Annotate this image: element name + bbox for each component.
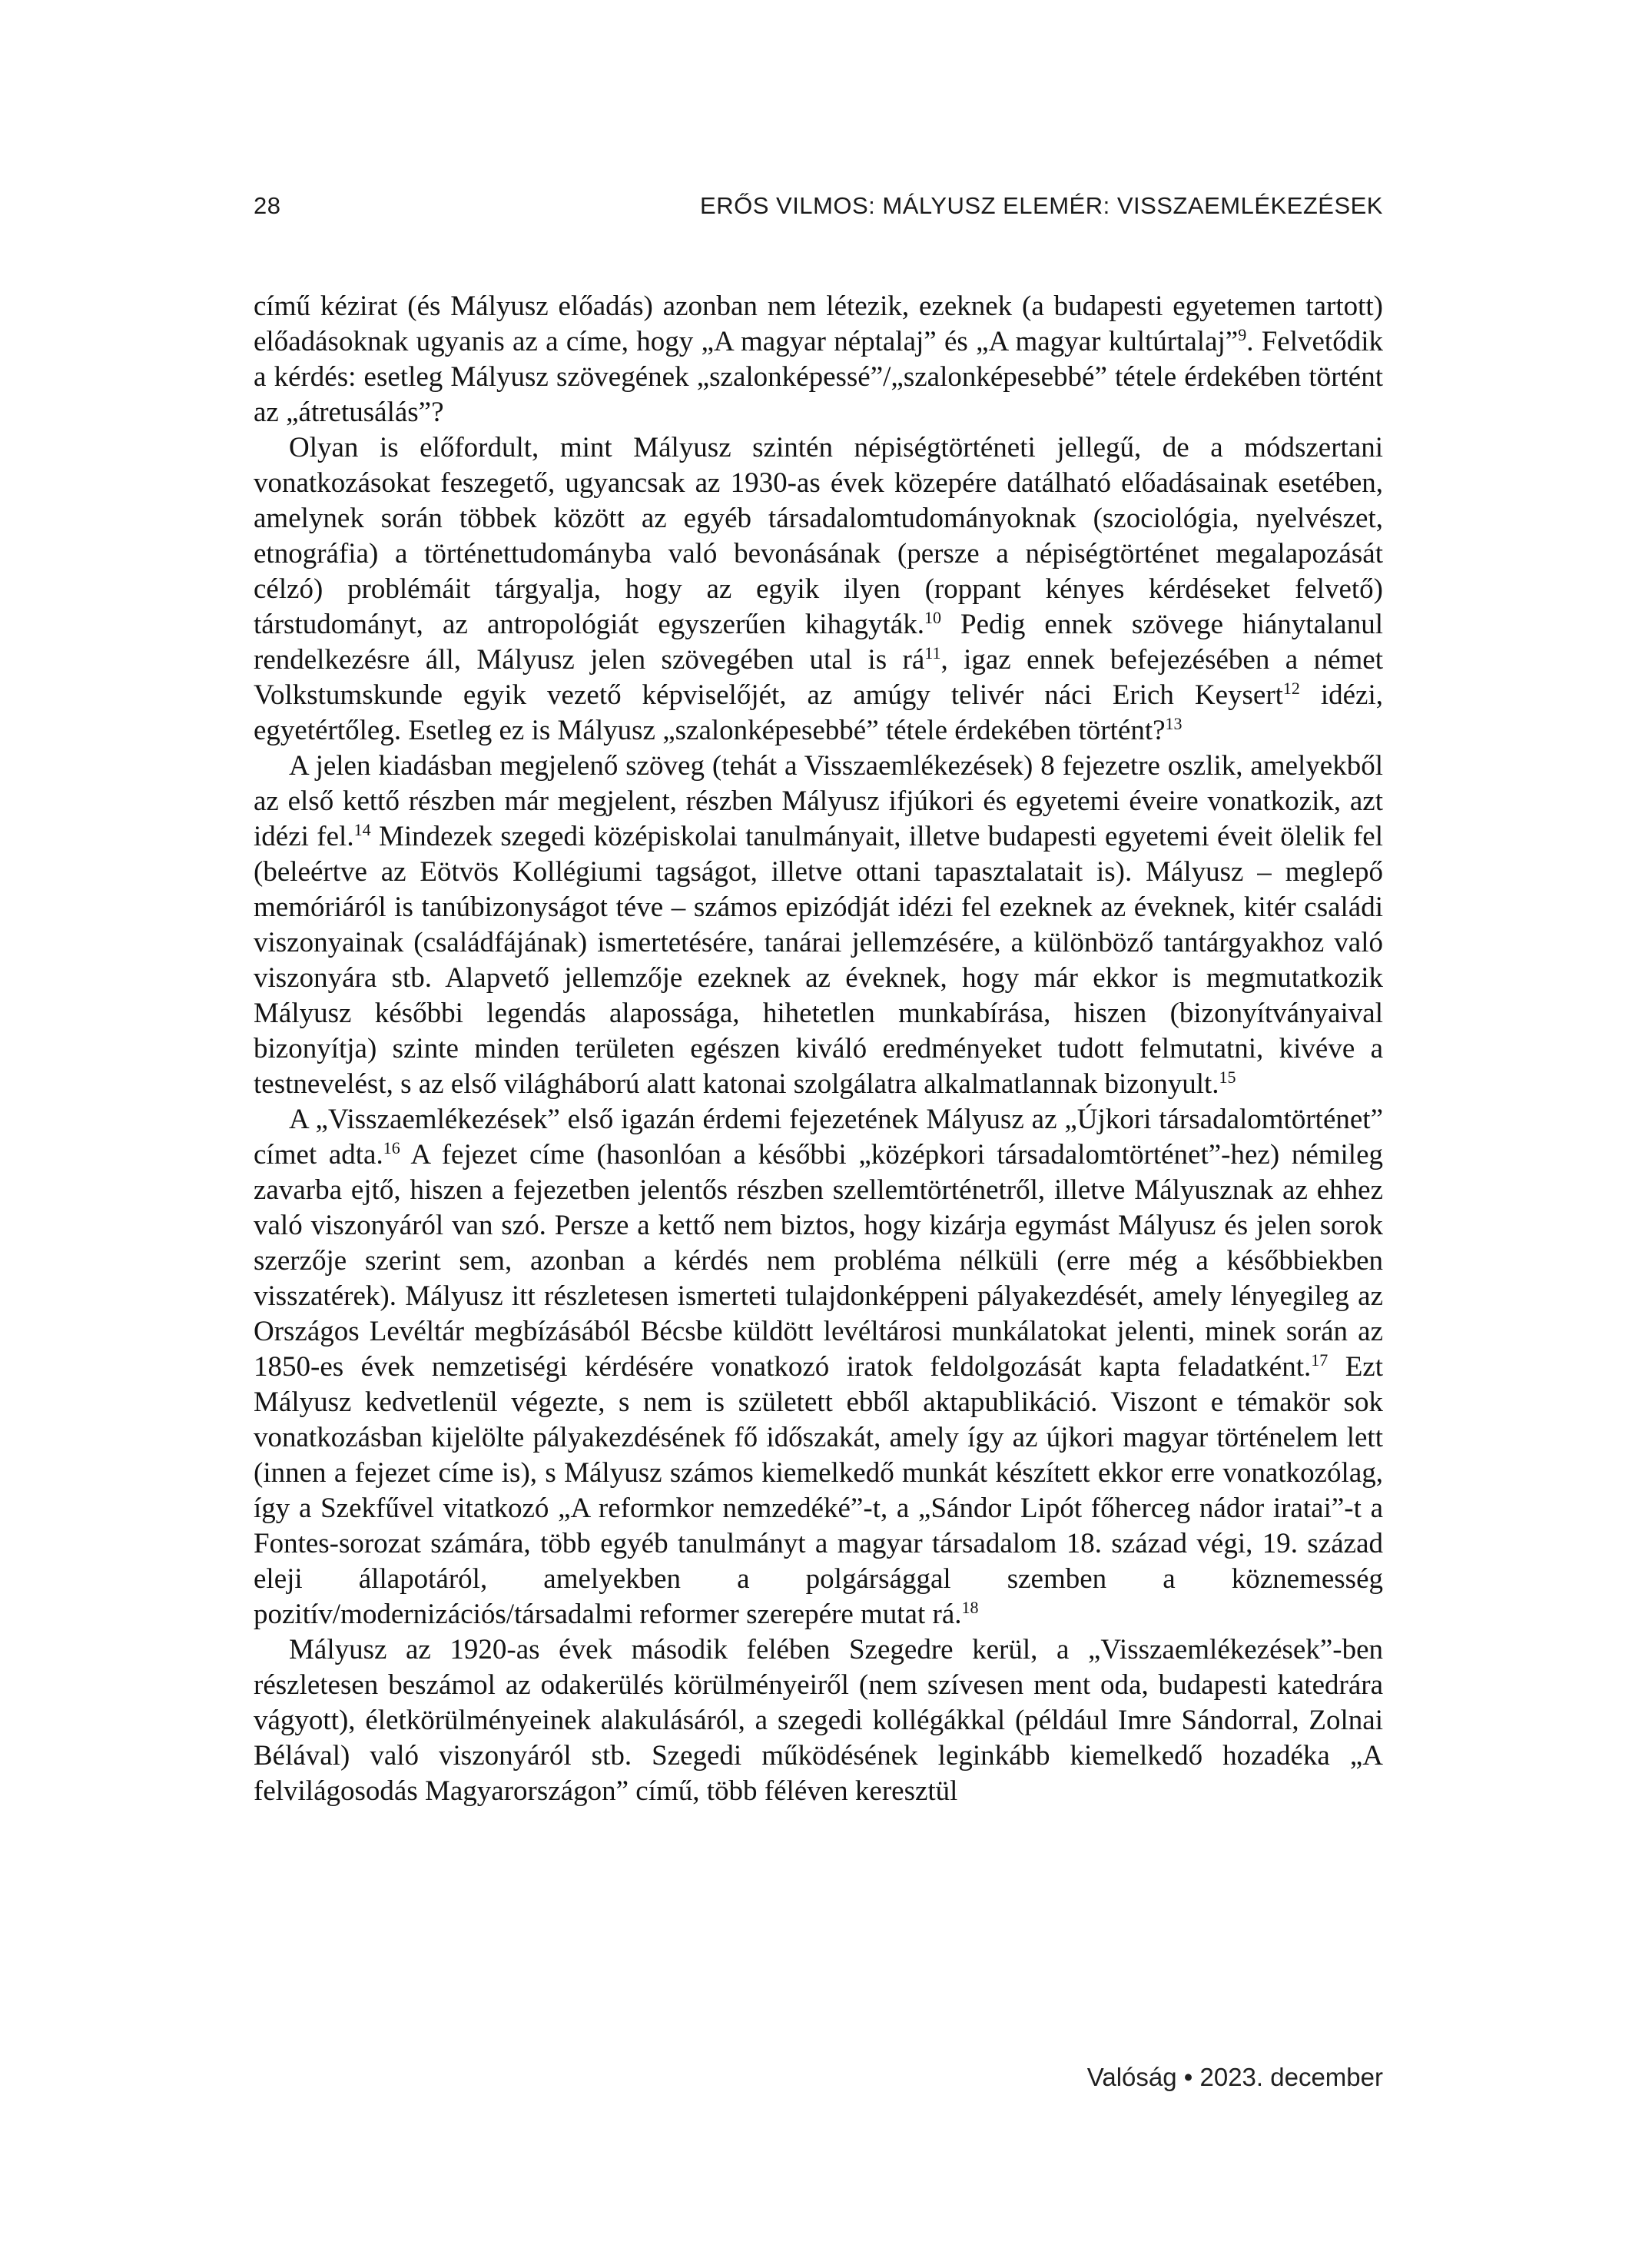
footnote-ref: 12 — [1282, 679, 1300, 698]
paragraph-text-segment: Mindezek szegedi középiskolai tanulmányait, illetve budapesti egyetemi éveit ölelik fel (beleértve az Eötvös Kollégiumi tagságot, illetve ottani tapasztalatait is). Mályusz – meglepő memóriáról is tanúbizonyságot téve – számos epizódját idézi fel ezeknek az éveknek, kitér családi viszonyainak (családfájának) ismertetésére, tanárai jellemzésére, a különböző tantárgyakhoz való viszonyára stb. Alapvető jellemzője ezeknek az éveknek, hogy már ekkor is megmutatkozik Mályusz későbbi legendás alapossága, hihetetlen munkabírása, hiszen (bizonyítványaival bizonyítja) szinte minden területen egészen kiváló eredményeket tudott felmutatni, kivéve a testnevelést, s az első világháború alatt katonai szolgálatra alkalmatlannak bizonyult. — [254, 821, 1383, 1100]
running-head: ERŐS VILMOS: MÁLYUSZ ELEMÉR: VISSZAEMLÉKEZÉSEK — [700, 192, 1383, 219]
footnote-ref: 16 — [383, 1138, 400, 1157]
page-header — [254, 192, 1383, 220]
paragraph-text-segment: Ezt Mályusz kedvetlenül végezte, s nem is született ebből aktapublikáció. Viszont e témakör sok vonatkozásban kijelölte pályakezdésének fő időszakát, amely így az újkori magyar történelem lett (innen a fejezet címe is), s Mályusz számos kiemelkedő munkát készített ekkor erre vonatkozólag, így a Szekfűvel vitatkozó „A reformkor nemzedéké”-t, a „Sándor Lipót főherceg nádor iratai”-t a Fontes-sorozat számára, több egyéb tanulmányt a magyar társadalom 18. század végi, 19. század eleji állapotáról, amelyekben a polgársággal szemben a köznemesség pozitív/modernizációs/társadalmi reformer szerepére mutat rá. — [254, 1351, 1383, 1630]
footnote-ref: 18 — [961, 1598, 979, 1617]
footnote-ref: 13 — [1165, 714, 1183, 733]
footnote-ref: 11 — [924, 643, 941, 662]
paragraph — [254, 1632, 1383, 1809]
page-number: 28 — [254, 192, 281, 219]
paragraph — [254, 289, 1383, 430]
paragraph-text-segment: Mályusz az 1920-as évek második felében Szegedre kerül, a „Visszaemlékezések”-ben részletesen beszámol az odakerülés körülményeiről (nem szívesen ment oda, budapesti katedrára vágyott), életkörülményeinek alakulásáról, a szegedi kollégákkal (például Imre Sándorral, Zolnai Bélával) való viszonyáról stb. Szegedi működésének leginkább kiemelkedő hozadéka „A felvilágosodás Magyarországon” című, több féléven keresztül — [254, 1634, 1383, 1807]
paragraph-text-segment: . Felvetődik a kérdés: esetleg Mályusz szövegének „szalonképessé”/„szalonképesebbé” tétele érdekében történt az „átretusálás”? — [254, 326, 1383, 428]
paragraph-text-segment: A „Visszaemlékezések” első igazán érdemi fejezetének Mályusz az „Újkori társadalomtörténet” címet adta. — [254, 1104, 1383, 1171]
body-text — [254, 289, 1383, 1809]
footnote-ref: 9 — [1238, 325, 1247, 344]
paragraph-text-segment: idézi, egyetértőleg. Esetleg ez is Mályusz „szalonképesebbé” tétele érdekében történt? — [254, 679, 1383, 746]
footnote-ref: 15 — [1219, 1068, 1236, 1087]
paragraph-text-segment: , igaz ennek befejezésében a német Volkstumskunde egyik vezető képviselőjét, az amúgy telivér náci Erich Keysert — [254, 644, 1383, 711]
paragraph-text-segment: Olyan is előfordult, mint Mályusz szintén népiségtörténeti jellegű, de a módszertani vonatkozásokat feszegető, ugyancsak az 1930-as évek közepére datálható előadásainak esetében, amelynek során többek között az egyéb társadalomtudományoknak (szociológia, nyelvészet, etnográfia) a történettudományba való bevonásának (persze a népiségtörténet megalapozását célzó) problémáit tárgyalja, hogy az egyik ilyen (roppant kényes kérdéseket felvető) társtudományt, az antropológiát egyszerűen kihagyták. — [254, 432, 1383, 640]
footnote-ref: 14 — [353, 820, 371, 839]
page-footer — [254, 2063, 1383, 2092]
paragraph-text-segment: című kézirat (és Mályusz előadás) azonban nem létezik, ezeknek (a budapesti egyetemen tartott) előadásoknak ugyanis az a címe, hogy „A magyar néptalaj” és „A magyar kultúrtalaj” — [254, 291, 1383, 357]
paragraph — [254, 430, 1383, 749]
footnote-ref: 17 — [1311, 1350, 1328, 1370]
footnote-ref: 10 — [924, 608, 941, 627]
paragraph — [254, 1102, 1383, 1632]
paragraph-text-segment: A jelen kiadásban megjelenő szöveg (tehát a Visszaemlékezések) 8 fejezetre oszlik, amelyekből az első kettő részben már megjelent, részben Mályusz ifjúkori és egyetemi éveire vonatkozik, azt idézi fel. — [254, 750, 1383, 852]
journal-footer-text: Valóság • 2023. december — [1086, 2063, 1383, 2091]
paragraph — [254, 749, 1383, 1102]
paragraph-text-segment: A fejezet címe (hasonlóan a későbbi „középkori társadalomtörténet”-hez) némileg zavarba ejtő, hiszen a fejezetben jelentős részben szellemtörténetről, illetve Mályusznak az ehhez való viszonyáról van szó. Persze a kettő nem biztos, hogy kizárja egymást Mályusz és jelen sorok szerzője szerint sem, azonban a kérdés nem probléma nélküli (erre még a későbbiekben visszatérek). Mályusz itt részletesen ismerteti tulajdonképpeni pályakezdését, amely lényegileg az Országos Levéltár megbízásából Bécsbe küldött levéltárosi munkálatokat jelenti, minek során az 1850-es évek nemzetiségi kérdésére vonatkozó iratok feldolgozását kapta feladatként. — [254, 1139, 1383, 1383]
paragraph-text-segment: Pedig ennek szövege hiánytalanul rendelkezésre áll, Mályusz jelen szövegében utal is rá — [254, 609, 1383, 676]
